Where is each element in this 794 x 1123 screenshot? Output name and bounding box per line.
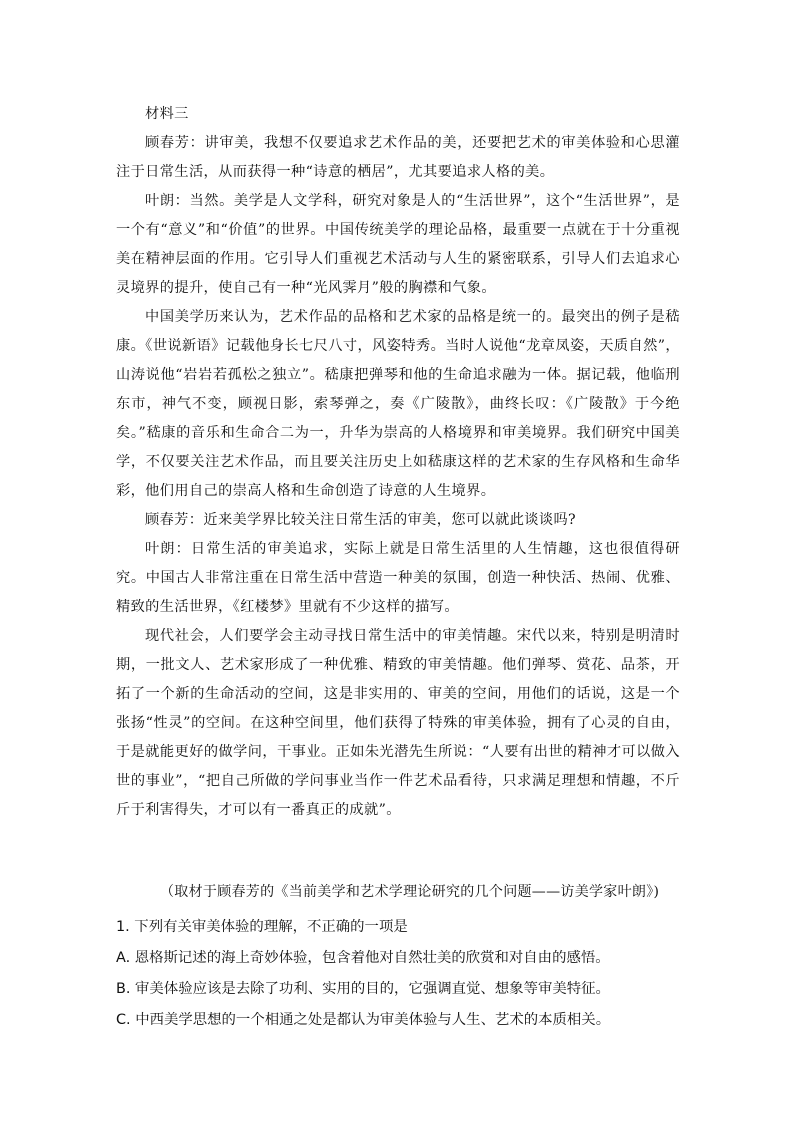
option-b: B. 审美体验应该是去除了功利、实用的目的，它强调直觉、想象等审美特征。 <box>116 981 610 997</box>
dialogue-paragraph-2: 叶朗：当然。美学是人文学科，研究对象是人的“生活世界”，这个“生活世界”，是一个有“意义”和“价值”的世界。中国传统美学的理论品格，最重要一点就在于十分重视美在精神层面的作用。它引导人们重视艺术活动与人生的紧密联系，引导人们去追求心灵境界的提升，使自己有一种“光风霁月”般的胸襟和气象。 <box>116 193 680 296</box>
dialogue-paragraph-4: 顾春芳：近来美学界比较关注日常生活的审美，您可以就此谈谈吗? <box>145 512 577 528</box>
material-three <box>116 100 680 825</box>
dialogue-paragraph-1: 顾春芳：讲审美，我想不仅要追求艺术作品的美，还要把艺术的审美体验和心思灌注于日常生活，从而获得一种“诗意的栖居”，尤其要追求人格的美。 <box>116 135 680 180</box>
question-stem: 1. 下列有关审美体验的理解，不正确的一项是 <box>116 919 408 935</box>
option-a: A. 恩格斯记述的海上奇妙体验，包含着他对自然壮美的欣赏和对自由的感悟。 <box>116 950 610 966</box>
source-citation: （取材于顾春芳的《当前美学和艺术学理论研究的几个问题——访美学家叶朗》) <box>160 884 660 900</box>
question-block <box>116 912 696 1036</box>
dialogue-paragraph-5: 叶朗：日常生活的审美追求，实际上就是日常生活里的人生情趣，这也很值得研究。中国古人非常注重在日常生活中营造一种美的氛围，创造一种快活、热闹、优雅、精致的生活世界，《红楼梦》里就有不少这样的描写。 <box>116 541 680 615</box>
option-c: C. 中西美学思想的一个相通之处是都认为审美体验与人生、艺术的本质相关。 <box>116 1012 611 1028</box>
dialogue-paragraph-3: 中国美学历来认为，艺术作品的品格和艺术家的品格是统一的。最突出的例子是嵇康。《世说新语》记载他身长七尺八寸，风姿特秀。当时人说他“龙章凤姿，天质自然”，山涛说他“岩岩若孤松之独立”。嵇康把弹琴和他的生命追求融为一体。据记载，他临刑东市，神气不变，顾视日影，索琴弹之，奏《广陵散》，曲终长叹：《广陵散》于今绝矣。”嵇康的音乐和生命合二为一，升华为崇高的人格境界和审美境界。我们研究中国美学，不仅要关注艺术作品，而且要关注历史上如嵇康这样的艺术家的生存风格和生命华彩，他们用自己的崇高人格和生命创造了诗意的人生境界。 <box>116 309 680 499</box>
dialogue-paragraph-6: 现代社会，人们要学会主动寻找日常生活中的审美情趣。宋代以来，特别是明清时期，一批文人、艺术家形成了一种优雅、精致的审美情趣。他们弹琴、赏花、品茶，开拓了一个新的生命活动的空间，这是非实用的、审美的空间，用他们的话说，这是一个张扬“性灵”的空间。在这种空间里，他们获得了特殊的审美体验，拥有了心灵的自由，于是就能更好的做学问，干事业。正如朱光潜先生所说：“人要有出世的精神才可以做入世的事业”，“把自己所做的学问事业当作一件艺术品看待，只求满足理想和情趣，不斤斤于利害得失，才可以有一番真正的成就”。 <box>116 628 680 818</box>
material-heading: 材料三 <box>145 106 189 122</box>
